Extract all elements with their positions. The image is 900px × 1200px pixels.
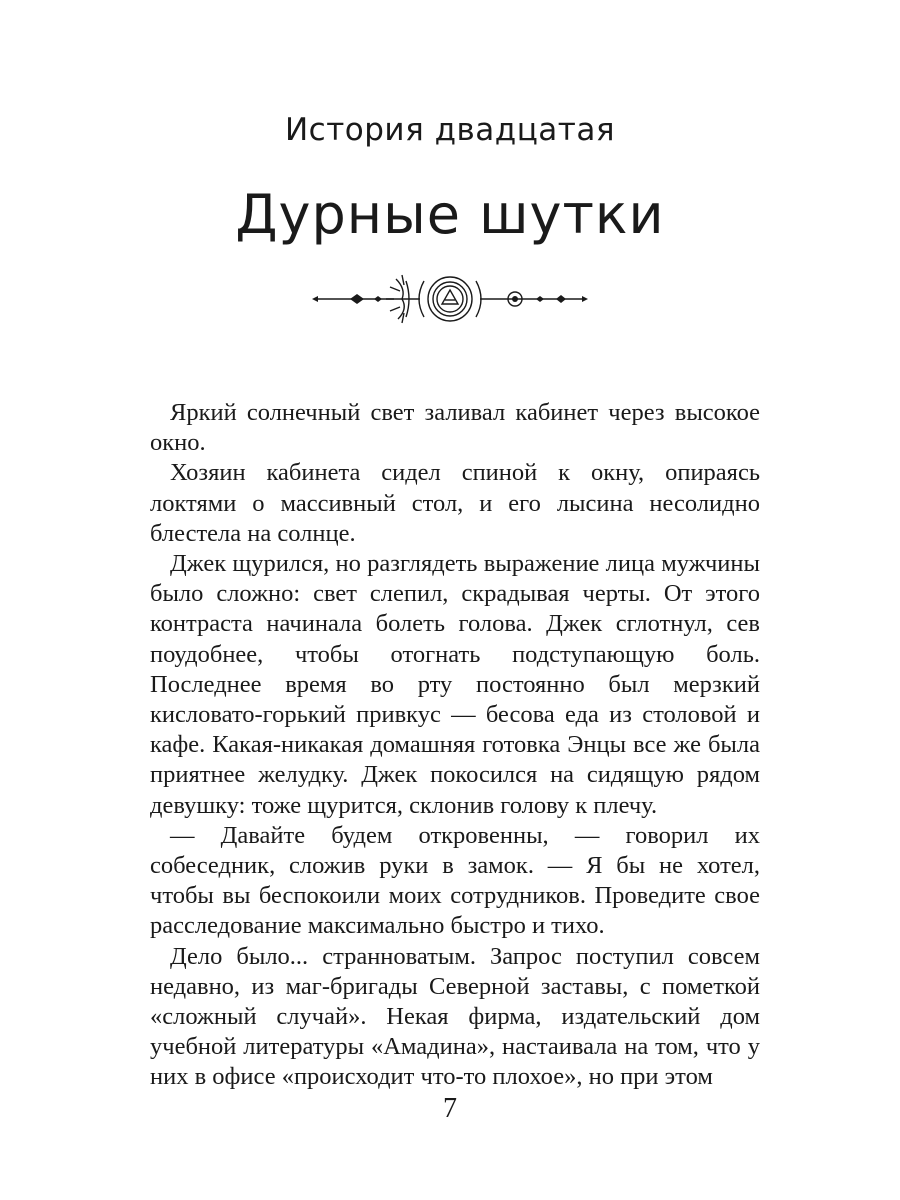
paragraph: Дело было... странноватым. Запрос поступил совсем недавно, из маг-бригады Северной заставы, с пометкой «сложный случай». Некая фирма, издательский дом учебной литературы «Амадина», настаивала на том, что у них в офисе «происходит что-то плохое», но при этом bbox=[150, 942, 760, 1091]
chapter-title: Дурные шутки bbox=[235, 183, 665, 246]
chapter-divider-ornament-icon bbox=[310, 271, 590, 331]
body-text bbox=[150, 398, 760, 1093]
story-number: История двадцатая bbox=[284, 112, 616, 148]
page-number: 7 bbox=[443, 1093, 457, 1124]
paragraph: Джек щурился, но разглядеть выражение лица мужчины было сложно: свет слепил, скрадывая черты. От этого контраста начинала болеть голова. Джек сглотнул, сев поудобнее, чтобы отогнать подступающую боль. Последнее время во рту постоянно был мерзкий кисловато-горький привкус — бесова еда из столовой и кафе. Какая-никакая домашняя готовка Энцы все же была приятнее желудку. Джек покосился на сидящую рядом девушку: тоже щурится, склонив голову к плечу. bbox=[150, 550, 760, 819]
paragraph: Яркий солнечный свет заливал кабинет через высокое окно. bbox=[150, 399, 760, 457]
paragraph: — Давайте будем откровенны, — говорил их собеседник, сложив руки в замок. — Я бы не хотел, чтобы вы беспокоили моих сотрудников. Проведите свое расследование максимально быстро и тихо. bbox=[150, 821, 760, 940]
paragraph: Хозяин кабинета сидел спиной к окну, опираясь локтями о массивный стол, и его лысина несолидно блестела на солнце. bbox=[150, 459, 760, 547]
